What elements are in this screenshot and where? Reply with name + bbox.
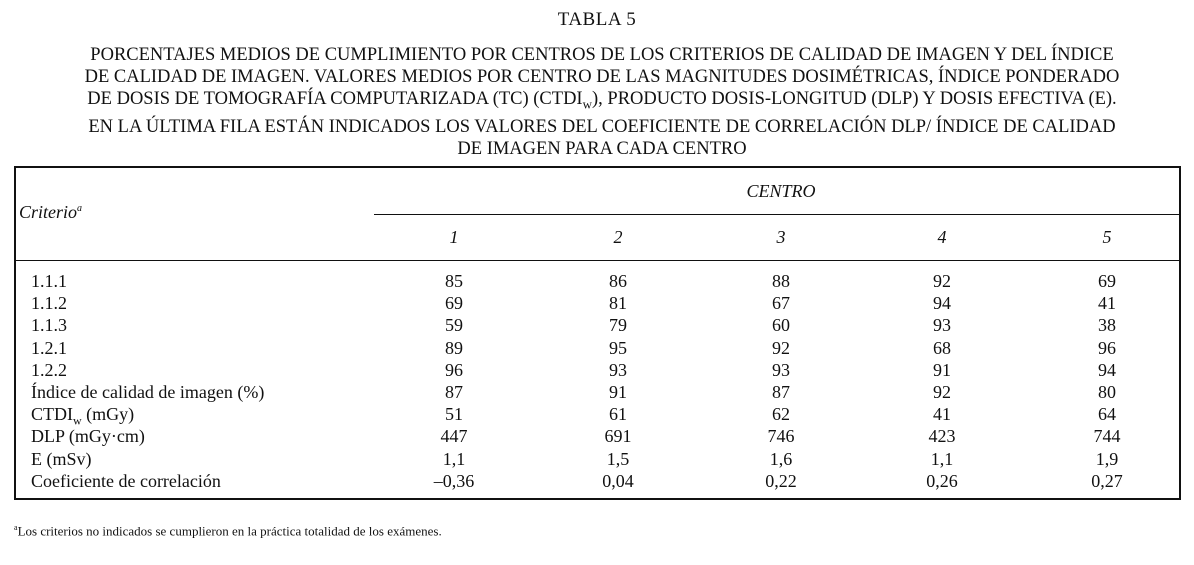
column-header: 4	[937, 227, 947, 247]
centro-header: CENTRO	[746, 181, 816, 201]
column-header: 1	[449, 227, 459, 247]
table-cell: 62	[772, 404, 790, 425]
table-cell: 1,6	[769, 448, 793, 469]
row-label: 1.2.1	[31, 337, 67, 358]
table-cell: 744	[1093, 426, 1121, 447]
table-cell: –0,36	[433, 470, 475, 491]
table-cell: 92	[933, 271, 951, 291]
table-cell: 87	[445, 382, 463, 402]
table-cell: 0,22	[765, 470, 797, 491]
table-row	[16, 360, 1179, 382]
table-cell: 92	[933, 382, 951, 402]
table-cell: 93	[772, 359, 790, 380]
table-row	[16, 404, 1179, 426]
table-cell: 85	[445, 271, 463, 291]
table-cell: 60	[772, 315, 790, 336]
data-table	[14, 166, 1181, 500]
table-row	[16, 449, 1179, 471]
table-row	[16, 271, 1179, 293]
table-cell: 41	[1098, 293, 1116, 314]
table-cell: 93	[933, 315, 951, 336]
table-cell: 69	[445, 293, 463, 314]
caption-line: DE DOSIS DE TOMOGRAFÍA COMPUTARIZADA (TC) $(CTDI_w)$, PRODUCTO DOSIS-LONGITUD (DLP) Y DOSIS EFECTIVA (E).	[87, 89, 1117, 112]
row-label: Coeficiente de correlación	[31, 470, 221, 491]
table-row	[16, 315, 1179, 337]
caption-line: DE IMAGEN PARA CADA CENTRO	[457, 138, 747, 159]
table-cell: 80	[1098, 382, 1116, 402]
table-row	[16, 293, 1179, 315]
caption-line: DE CALIDAD DE IMAGEN. VALORES MEDIOS POR CENTRO DE LAS MAGNITUDES DOSIMÉTRICAS, ÍNDICE PONDERADO	[84, 67, 1120, 87]
row-label: 1.2.2	[31, 359, 67, 380]
table-cell: 61	[609, 404, 627, 425]
centro-rule	[374, 214, 1179, 215]
table-cell: 93	[609, 359, 627, 380]
table-caption	[40, 44, 1164, 160]
table-row	[16, 382, 1179, 404]
table-cell: 91	[609, 382, 627, 402]
table-row	[16, 338, 1179, 360]
row-label: 1.1.1	[31, 271, 67, 291]
row-label: DLP (mGy·cm)	[31, 426, 145, 447]
table-cell: 81	[609, 293, 627, 314]
table-cell: 0,04	[602, 470, 634, 491]
row-label: E (mSv)	[31, 448, 92, 469]
table-cell: 69	[1098, 271, 1116, 291]
table-cell: 96	[1098, 337, 1116, 358]
table-cell: 51	[445, 404, 463, 425]
table-cell: 64	[1098, 404, 1116, 425]
table-cell: 88	[772, 271, 790, 291]
caption-line: PORCENTAJES MEDIOS DE CUMPLIMIENTO POR CENTROS DE LOS CRITERIOS DE CALIDAD DE IMAGEN Y DEL ÍNDICE	[90, 45, 1114, 65]
table-cell: 87	[772, 382, 790, 402]
table-cell: 1,5	[606, 448, 630, 469]
column-header: 3	[776, 227, 786, 247]
table-cell: 0,27	[1091, 470, 1123, 491]
table-cell: 0,26	[926, 470, 958, 491]
row-label: $CTDI_w$ (mGy)	[31, 404, 135, 428]
footnote: $^a$Los criterios no indicados se cumplieron en la práctica totalidad de los exámenes.	[14, 523, 442, 539]
table-label: TABLA 5	[557, 9, 637, 30]
table-cell: 68	[933, 337, 951, 358]
caption-line: EN LA ÚLTIMA FILA ESTÁN INDICADOS LOS VALORES DEL COEFICIENTE DE CORRELACIÓN DLP/ ÍNDICE DE CALIDAD	[88, 116, 1116, 137]
table-cell: 86	[609, 271, 627, 291]
table-cell: 67	[772, 293, 790, 314]
table-cell: 94	[1098, 359, 1116, 380]
table-cell: 38	[1098, 315, 1116, 336]
table-cell: 59	[445, 315, 463, 336]
row-label: 1.1.3	[31, 315, 67, 336]
criterio-header: Criterio$^a$	[19, 202, 83, 222]
table-cell: 1,9	[1095, 448, 1119, 469]
table-cell: 691	[604, 426, 632, 447]
table-cell: 1,1	[930, 448, 954, 469]
table-cell: 79	[609, 315, 627, 336]
column-header: 2	[613, 227, 623, 247]
table-cell: 746	[767, 426, 795, 447]
table-cell: 94	[933, 293, 951, 314]
table-cell: 447	[440, 426, 468, 447]
table-row	[16, 471, 1179, 493]
row-label: Índice de calidad de imagen (%)	[31, 382, 265, 402]
table-cell: 96	[445, 359, 463, 380]
table-cell: 91	[933, 359, 951, 380]
row-label: 1.1.2	[31, 293, 67, 314]
table-cell: 423	[928, 426, 956, 447]
table-row	[16, 426, 1179, 448]
column-header: 5	[1102, 227, 1112, 247]
table-cell: 92	[772, 337, 790, 358]
table-cell: 1,1	[442, 448, 466, 469]
table-cell: 95	[609, 337, 627, 358]
header-rule	[16, 260, 1179, 261]
table-cell: 89	[445, 337, 463, 358]
table-cell: 41	[933, 404, 951, 425]
